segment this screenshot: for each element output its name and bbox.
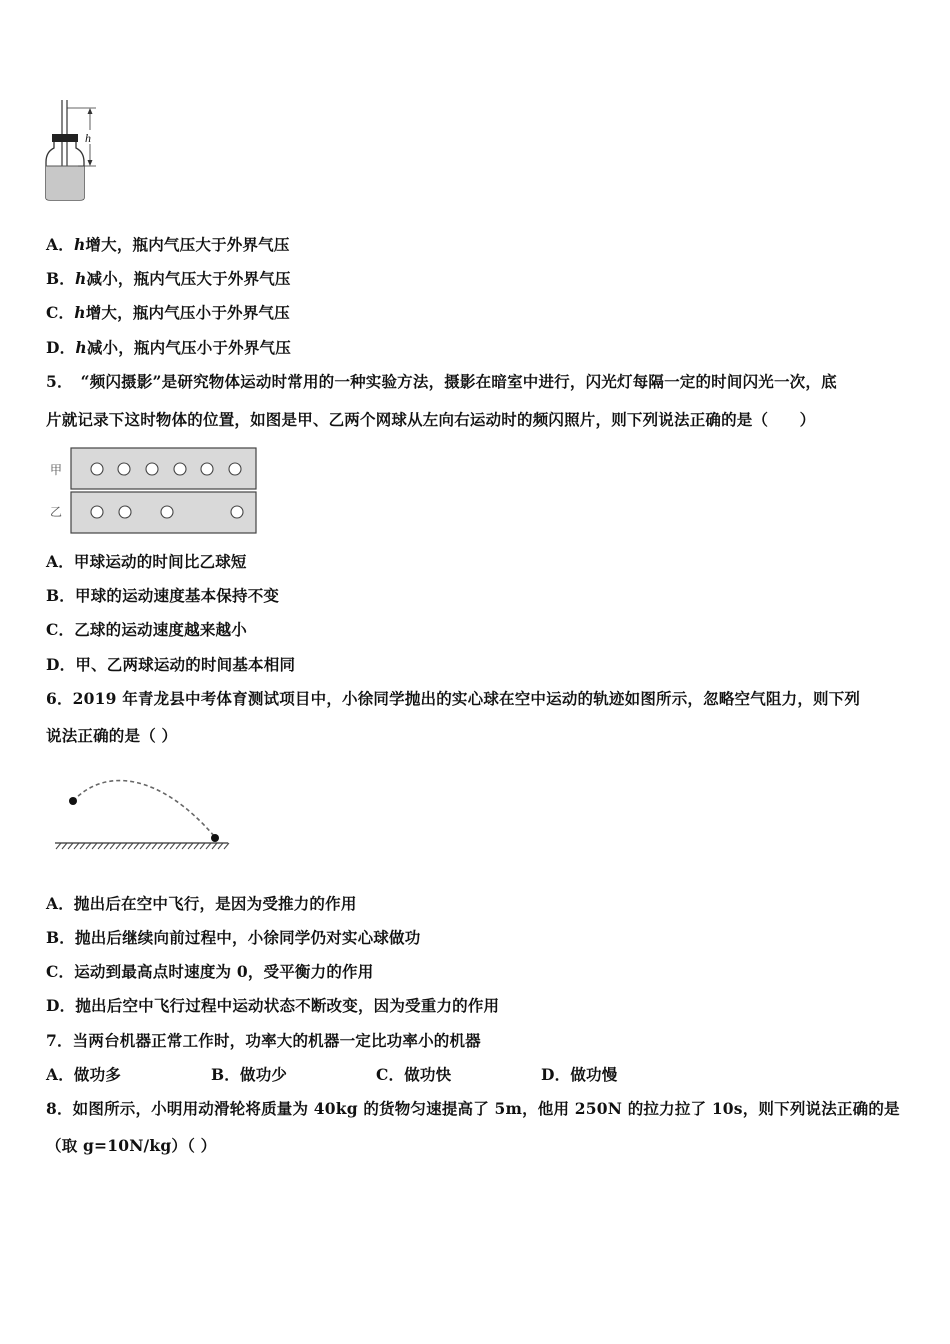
q7-stem: 7．当两台机器正常工作时，功率大的机器一定比功率小的机器 (46, 1031, 481, 1050)
q7-option-d: D．做功慢 (541, 1065, 618, 1084)
row-label-jia: 甲 (50, 463, 63, 477)
h-label: h (85, 131, 91, 145)
row-label-yi: 乙 (50, 505, 63, 519)
q6-stem-line2: 说法正确的是（ ） (46, 726, 178, 745)
q7-option-a: A．做功多 (46, 1065, 122, 1084)
q7-option-c: C．做功快 (376, 1065, 452, 1084)
q6-option-b: B．抛出后继续向前过程中，小徐同学仍对实心球做功 (46, 928, 421, 947)
q7-option-b: B．做功少 (211, 1065, 288, 1084)
q5-stem-line2: 片就记录下这时物体的位置，如图是甲、乙两个网球从左向右运动时的频闪照片，则下列说法正确的是（ ） (46, 410, 816, 429)
q6-option-d: D．抛出后空中飞行过程中运动状态不断改变，因为受重力的作用 (46, 996, 500, 1015)
bottle-figure (40, 96, 110, 204)
q6-option-a: A．抛出后在空中飞行，是因为受推力的作用 (46, 894, 357, 913)
q5-option-a: A．甲球运动的时间比乙球短 (46, 552, 247, 571)
q8-stem-line1: 8．如图所示，小明用动滑轮将质量为 40kg 的货物匀速提高了 5m，他用 250N 的拉力拉了 10s，则下列说法正确的是 (46, 1099, 900, 1118)
q8-stem-line2: （取 g=10N/kg）（ ） (46, 1136, 217, 1155)
q6-option-c: C．运动到最高点时速度为 0，受平衡力的作用 (46, 962, 374, 981)
q5-option-b: B．甲球的运动速度基本保持不变 (46, 586, 280, 605)
q5-option-d: D．甲、乙两球运动的时间基本相同 (46, 655, 296, 674)
q4-option-c: C．h增大，瓶内气压小于外界气压 (46, 303, 290, 322)
trajectory-figure (50, 775, 235, 855)
q6-stem-line1: 6．2019 年青龙县中考体育测试项目中，小徐同学抛出的实心球在空中运动的轨迹如图所示，忽略空气阻力，则下列 (46, 689, 861, 708)
q5-option-c: C．乙球的运动速度越来越小 (46, 620, 247, 639)
q4-option-a: A．h增大，瓶内气压大于外界气压 (46, 235, 290, 254)
q5-stem-line1: 5． “频闪摄影”是研究物体运动时常用的一种实验方法，摄影在暗室中进行，闪光灯每隔一定的时间闪光一次，底 (46, 372, 837, 391)
q4-option-b: B．h减小，瓶内气压大于外界气压 (46, 269, 291, 288)
q4-option-d: D．h减小，瓶内气压小于外界气压 (46, 338, 291, 357)
strobe-photo-figure (70, 447, 260, 535)
